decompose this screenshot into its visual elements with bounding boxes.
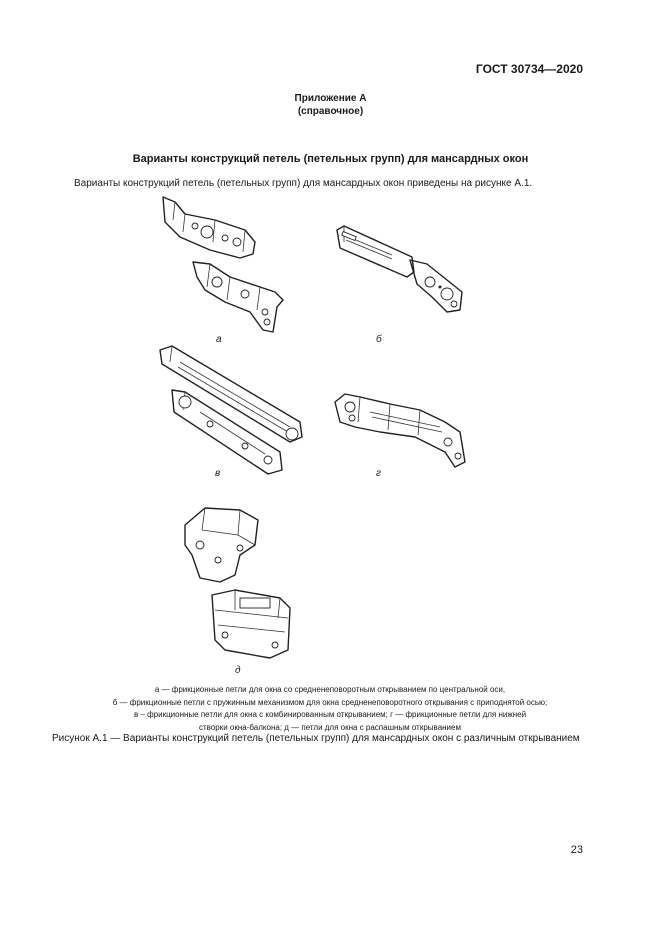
hinge-drawing-g — [330, 382, 475, 472]
figure-label-d: д — [235, 665, 241, 676]
intro-paragraph: Варианты конструкций петель (петельных групп) для мансардных окон приведены на рисунке А.1. — [74, 178, 533, 189]
hinge-drawing-d — [180, 500, 300, 665]
figure-label-g: г — [376, 468, 381, 479]
figure-label-v: в — [215, 468, 221, 479]
hinge-drawing-a — [155, 192, 295, 342]
figure-legend — [60, 684, 600, 734]
standard-number: ГОСТ 30734—2020 — [475, 62, 583, 76]
figure-caption: Рисунок А.1 — Варианты конструкций петель (петельных групп) для мансардных окон с различным открыванием — [52, 733, 580, 744]
hinge-drawing-b — [332, 222, 472, 322]
hinge-drawing-v — [150, 342, 310, 482]
legend-line: б — фрикционные петли с пружинным механизмом для окна средненеповоротного открывания с приподнятой осью; — [112, 697, 548, 707]
annex-note: (справочное) — [297, 106, 364, 117]
legend-line: створки окна-балкона; д — петли для окна с распашным открыванием — [199, 722, 461, 732]
annex-header — [0, 92, 661, 118]
annex-title: Приложение А — [294, 93, 367, 104]
figure-label-a: а — [216, 334, 222, 345]
legend-line: в – фрикционные петли для окна с комбинированным открыванием; г — фрикционные петли для нижней — [133, 710, 527, 719]
figure-label-b: б — [376, 334, 382, 345]
page-number: 23 — [570, 844, 583, 856]
section-heading: Варианты конструкций петель (петельных групп) для мансардных окон — [132, 153, 529, 165]
legend-line: а — фрикционные петли для окна со средненеповоротным открыванием по центральной оси, — [154, 685, 506, 694]
